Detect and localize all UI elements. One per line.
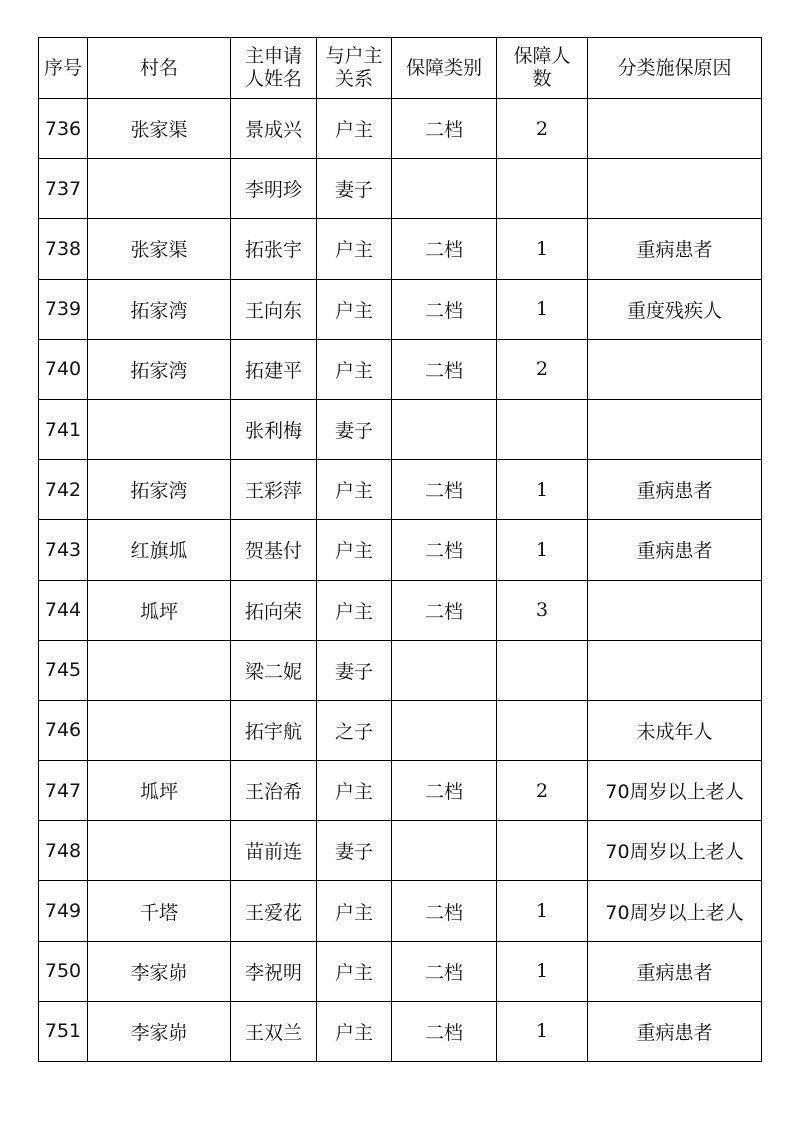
- cell-applicant: 王彩萍: [231, 460, 317, 520]
- cell-category: 二档: [392, 941, 497, 1001]
- cell-relation: 户主: [317, 339, 392, 399]
- cell-relation: 妻子: [317, 640, 392, 700]
- cell-applicant: 王双兰: [231, 1001, 317, 1061]
- assistance-roster-table: [38, 37, 762, 1062]
- cell-count: [497, 821, 588, 881]
- header-seq-line: 序号: [43, 56, 82, 79]
- cell-count: [497, 640, 588, 700]
- cell-reason: [588, 339, 762, 399]
- cell-relation: 户主: [317, 99, 392, 159]
- header-reason: [588, 38, 762, 99]
- cell-seq: 745: [39, 640, 88, 700]
- cell-applicant: 王治希: [231, 761, 317, 821]
- cell-category: [392, 159, 497, 219]
- cell-reason: 重病患者: [588, 1001, 762, 1061]
- cell-reason: 70周岁以上老人: [588, 821, 762, 881]
- header-relation-line: 关系: [334, 68, 373, 90]
- header-applicant-line: 主申请: [244, 45, 302, 67]
- cell-category: 二档: [392, 580, 497, 640]
- cell-count: 1: [497, 460, 588, 520]
- cell-village: 李家峁: [88, 941, 231, 1001]
- cell-applicant: 景成兴: [231, 99, 317, 159]
- table-row: [39, 881, 762, 941]
- cell-relation: 妻子: [317, 399, 392, 459]
- table-row: [39, 941, 762, 1001]
- cell-village: 坬坪: [88, 580, 231, 640]
- table-row: [39, 219, 762, 279]
- header-count-line: 数: [532, 68, 552, 90]
- cell-seq: 743: [39, 520, 88, 580]
- cell-seq: 737: [39, 159, 88, 219]
- cell-category: [392, 399, 497, 459]
- cell-reason: 70周岁以上老人: [588, 881, 762, 941]
- cell-village: 张家渠: [88, 99, 231, 159]
- header-village: [88, 38, 231, 99]
- cell-count: 1: [497, 941, 588, 1001]
- header-count-line: 保障人: [513, 45, 571, 67]
- cell-relation: 户主: [317, 580, 392, 640]
- cell-category: [392, 640, 497, 700]
- cell-category: 二档: [392, 339, 497, 399]
- cell-reason: 重病患者: [588, 520, 762, 580]
- header-category: [392, 38, 497, 99]
- header-category-line: 保障类别: [405, 56, 482, 79]
- cell-seq: 746: [39, 700, 88, 760]
- cell-count: 1: [497, 881, 588, 941]
- cell-applicant: 拓建平: [231, 339, 317, 399]
- cell-applicant: 梁二妮: [231, 640, 317, 700]
- cell-seq: 747: [39, 761, 88, 821]
- cell-category: 二档: [392, 881, 497, 941]
- cell-applicant: 苗前连: [231, 821, 317, 881]
- cell-reason: 重度残疾人: [588, 279, 762, 339]
- cell-seq: 751: [39, 1001, 88, 1061]
- cell-village: [88, 821, 231, 881]
- cell-category: 二档: [392, 460, 497, 520]
- cell-count: 1: [497, 1001, 588, 1061]
- cell-reason: [588, 399, 762, 459]
- cell-village: 李家峁: [88, 1001, 231, 1061]
- cell-count: [497, 159, 588, 219]
- cell-village: 红旗坬: [88, 520, 231, 580]
- cell-reason: [588, 640, 762, 700]
- cell-category: 二档: [392, 279, 497, 339]
- cell-village: 千塔: [88, 881, 231, 941]
- table-body: [39, 99, 762, 1062]
- table-row: [39, 279, 762, 339]
- cell-relation: 户主: [317, 881, 392, 941]
- cell-count: 3: [497, 580, 588, 640]
- cell-relation: 户主: [317, 460, 392, 520]
- header-village-line: 村名: [139, 56, 178, 79]
- table-row: [39, 700, 762, 760]
- cell-seq: 741: [39, 399, 88, 459]
- table-row: [39, 761, 762, 821]
- cell-seq: 739: [39, 279, 88, 339]
- cell-relation: 妻子: [317, 821, 392, 881]
- cell-reason: 重病患者: [588, 941, 762, 1001]
- table-row: [39, 460, 762, 520]
- table-row: [39, 1001, 762, 1061]
- header-relation: [317, 38, 392, 99]
- cell-applicant: 拓向荣: [231, 580, 317, 640]
- cell-category: 二档: [392, 520, 497, 580]
- cell-reason: 重病患者: [588, 460, 762, 520]
- cell-reason: 70周岁以上老人: [588, 761, 762, 821]
- header-relation-line: 与户主: [325, 45, 383, 67]
- cell-village: 坬坪: [88, 761, 231, 821]
- cell-applicant: 王向东: [231, 279, 317, 339]
- cell-count: 1: [497, 279, 588, 339]
- cell-category: [392, 700, 497, 760]
- cell-seq: 738: [39, 219, 88, 279]
- table-row: [39, 159, 762, 219]
- cell-relation: 户主: [317, 219, 392, 279]
- cell-village: 拓家湾: [88, 339, 231, 399]
- header-reason-line: 分类施保原因: [617, 56, 732, 79]
- cell-applicant: 拓宇航: [231, 700, 317, 760]
- cell-applicant: 李祝明: [231, 941, 317, 1001]
- cell-applicant: 李明珍: [231, 159, 317, 219]
- cell-relation: 户主: [317, 761, 392, 821]
- cell-seq: 742: [39, 460, 88, 520]
- cell-seq: 749: [39, 881, 88, 941]
- header-seq: [39, 38, 88, 99]
- cell-category: 二档: [392, 99, 497, 159]
- cell-village: 张家渠: [88, 219, 231, 279]
- cell-reason: 未成年人: [588, 700, 762, 760]
- cell-applicant: 王爱花: [231, 881, 317, 941]
- cell-village: [88, 700, 231, 760]
- cell-seq: 736: [39, 99, 88, 159]
- table-row: [39, 399, 762, 459]
- cell-applicant: 张利梅: [231, 399, 317, 459]
- cell-village: [88, 399, 231, 459]
- header-count: [497, 38, 588, 99]
- table-row: [39, 640, 762, 700]
- cell-count: 2: [497, 99, 588, 159]
- cell-seq: 748: [39, 821, 88, 881]
- table-row: [39, 580, 762, 640]
- cell-relation: 之子: [317, 700, 392, 760]
- cell-reason: 重病患者: [588, 219, 762, 279]
- cell-count: 1: [497, 219, 588, 279]
- cell-count: 2: [497, 761, 588, 821]
- cell-reason: [588, 99, 762, 159]
- cell-relation: 户主: [317, 520, 392, 580]
- cell-count: 2: [497, 339, 588, 399]
- cell-seq: 740: [39, 339, 88, 399]
- cell-category: [392, 821, 497, 881]
- table-row: [39, 821, 762, 881]
- cell-relation: 户主: [317, 1001, 392, 1061]
- cell-village: [88, 640, 231, 700]
- cell-relation: 妻子: [317, 159, 392, 219]
- cell-village: 拓家湾: [88, 460, 231, 520]
- cell-category: 二档: [392, 761, 497, 821]
- cell-relation: 户主: [317, 941, 392, 1001]
- cell-relation: 户主: [317, 279, 392, 339]
- header-row: [39, 38, 762, 99]
- cell-applicant: 拓张宇: [231, 219, 317, 279]
- cell-category: 二档: [392, 1001, 497, 1061]
- table-row: [39, 339, 762, 399]
- cell-category: 二档: [392, 219, 497, 279]
- cell-seq: 744: [39, 580, 88, 640]
- header-applicant: [231, 38, 317, 99]
- cell-village: [88, 159, 231, 219]
- cell-reason: [588, 580, 762, 640]
- header-applicant-line: 人姓名: [244, 68, 302, 90]
- cell-seq: 750: [39, 941, 88, 1001]
- table-row: [39, 520, 762, 580]
- cell-applicant: 贺基付: [231, 520, 317, 580]
- cell-count: [497, 399, 588, 459]
- cell-reason: [588, 159, 762, 219]
- table-row: [39, 99, 762, 159]
- cell-count: 1: [497, 520, 588, 580]
- cell-village: 拓家湾: [88, 279, 231, 339]
- cell-count: [497, 700, 588, 760]
